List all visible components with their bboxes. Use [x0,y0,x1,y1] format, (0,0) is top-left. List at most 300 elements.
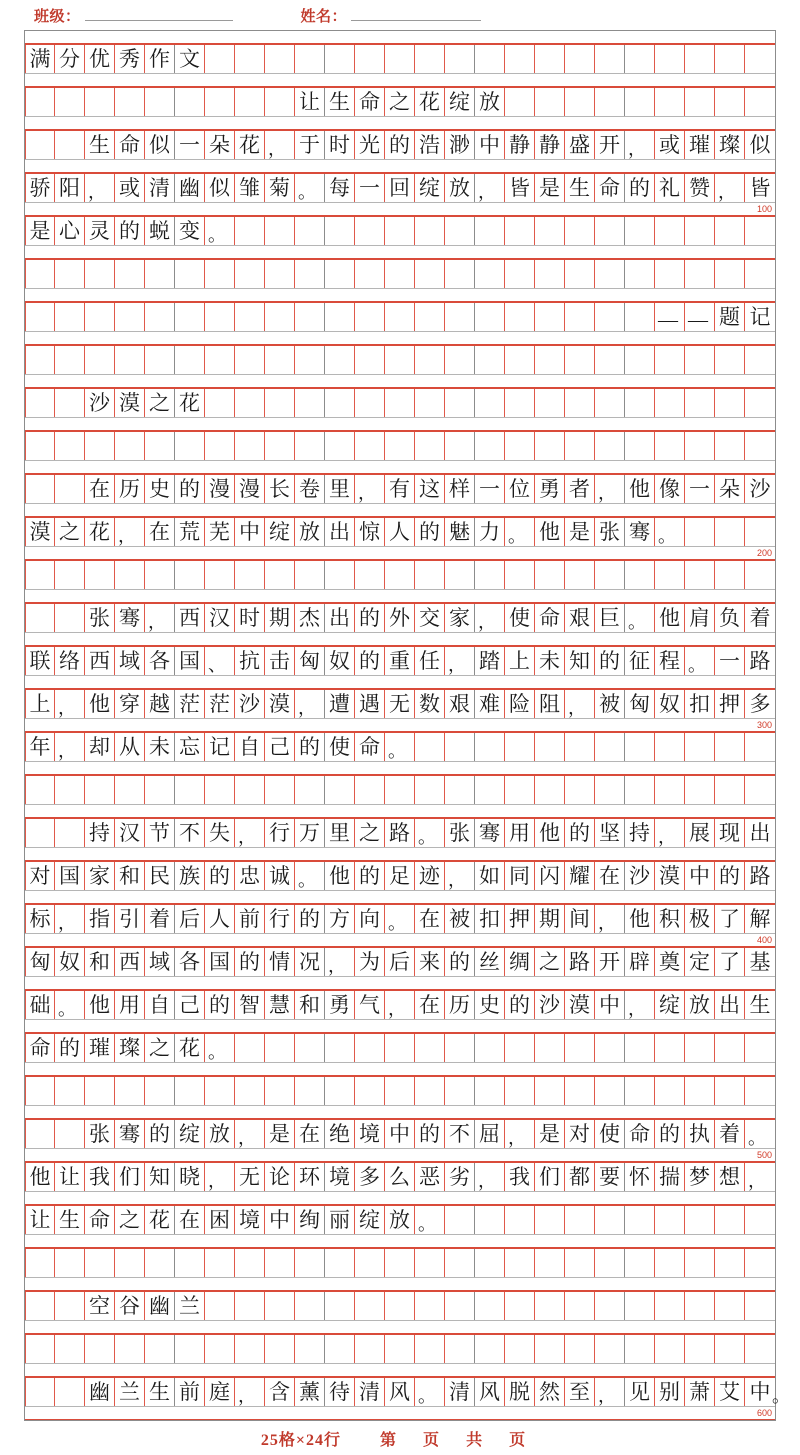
grid-cell[interactable] [445,432,475,460]
grid-cell[interactable] [565,260,595,288]
grid-cell-character[interactable]: 匈 [295,647,325,675]
grid-cell-character[interactable]: 国 [205,948,235,976]
grid-cell[interactable] [175,88,205,116]
grid-cell[interactable] [625,1335,655,1363]
grid-cell-character[interactable]: 史 [475,991,505,1019]
grid-cell[interactable] [505,1249,535,1277]
grid-cell[interactable] [235,1034,265,1062]
grid-cell[interactable] [265,45,295,73]
grid-cell-character[interactable]: 绽 [265,518,295,546]
grid-cell-character[interactable]: 的 [385,131,415,159]
grid-cell-character[interactable]: 一 [175,131,205,159]
grid-cell-character[interactable]: 积 [655,905,685,933]
grid-cell-character[interactable]: 西 [175,604,205,632]
grid-cell-character[interactable]: 抗 [235,647,265,675]
grid-cell-character[interactable]: 在 [595,862,625,890]
grid-cell[interactable] [745,1335,775,1363]
grid-cell[interactable] [295,1034,325,1062]
grid-cell[interactable] [505,88,535,116]
grid-cell-character[interactable]: 在 [145,518,175,546]
grid-cell-character[interactable]: 渺 [445,131,475,159]
grid-cell-character[interactable]: 文 [175,45,205,73]
grid-cell-character[interactable]: 盛 [565,131,595,159]
grid-cell[interactable] [655,1034,685,1062]
grid-cell-character[interactable]: 是 [25,217,55,245]
grid-cell[interactable] [655,260,685,288]
grid-cell[interactable] [595,1206,625,1234]
grid-cell[interactable] [265,561,295,589]
grid-cell-character[interactable]: 中 [685,862,715,890]
grid-cell-character[interactable]: 时 [235,604,265,632]
grid-cell-character[interactable]: 他 [325,862,355,890]
grid-cell-character[interactable]: 联 [25,647,55,675]
grid-cell[interactable] [655,217,685,245]
grid-cell[interactable] [535,45,565,73]
grid-cell-character[interactable]: 用 [115,991,145,1019]
grid-cell-character[interactable]: 耀 [565,862,595,890]
grid-cell[interactable] [565,217,595,245]
grid-cell-character[interactable]: 绸 [505,948,535,976]
grid-cell-character[interactable]: 菊 [265,174,295,202]
grid-cell[interactable] [55,389,85,417]
grid-cell[interactable] [655,1206,685,1234]
grid-cell-character[interactable]: 的 [355,647,385,675]
grid-cell[interactable] [655,733,685,761]
grid-cell-character[interactable]: 之 [535,948,565,976]
grid-cell-character[interactable]: 遇 [355,690,385,718]
grid-cell[interactable] [205,45,235,73]
grid-cell-punctuation[interactable]: ， [625,991,655,1019]
grid-cell[interactable] [355,1292,385,1320]
grid-cell[interactable] [355,776,385,804]
grid-cell[interactable] [445,561,475,589]
grid-cell-character[interactable]: 期 [535,905,565,933]
grid-cell[interactable] [655,389,685,417]
grid-cell-character[interactable]: 无 [385,690,415,718]
grid-cell[interactable] [265,303,295,331]
grid-cell[interactable] [655,1292,685,1320]
grid-cell-character[interactable]: 命 [25,1034,55,1062]
grid-cell-punctuation[interactable]: 。 [505,518,535,546]
grid-cell[interactable] [445,45,475,73]
grid-cell[interactable] [745,1034,775,1062]
grid-cell[interactable] [595,561,625,589]
grid-cell-punctuation[interactable]: ， [655,819,685,847]
grid-cell-character[interactable]: 艰 [565,604,595,632]
grid-cell[interactable] [745,1249,775,1277]
grid-cell-character[interactable]: 的 [295,905,325,933]
class-input-rule[interactable] [85,7,233,21]
grid-cell[interactable] [565,1206,595,1234]
grid-cell-character[interactable]: 的 [595,647,625,675]
grid-cell-character[interactable]: 行 [265,819,295,847]
grid-cell[interactable] [595,346,625,374]
grid-cell-character[interactable]: 未 [145,733,175,761]
grid-cell[interactable] [715,518,745,546]
grid-cell[interactable] [655,1249,685,1277]
grid-cell-character[interactable]: 出 [325,604,355,632]
grid-cell[interactable] [715,1335,745,1363]
grid-cell[interactable] [25,260,55,288]
grid-cell[interactable] [55,1120,85,1148]
grid-cell-character[interactable]: 络 [55,647,85,675]
grid-cell[interactable] [175,346,205,374]
grid-cell[interactable] [745,1292,775,1320]
grid-cell-character[interactable]: 境 [355,1120,385,1148]
grid-cell-punctuation[interactable]: ， [385,991,415,1019]
grid-cell[interactable] [385,346,415,374]
grid-cell-punctuation[interactable]: — [685,303,715,331]
grid-cell[interactable] [265,1249,295,1277]
grid-cell-character[interactable]: 和 [85,948,115,976]
grid-cell-character[interactable]: 花 [175,1034,205,1062]
grid-cell[interactable] [85,346,115,374]
grid-cell[interactable] [475,776,505,804]
grid-cell[interactable] [175,1335,205,1363]
grid-cell-character[interactable]: 似 [205,174,235,202]
grid-cell-character[interactable]: 任 [415,647,445,675]
grid-cell[interactable] [265,1077,295,1105]
grid-cell[interactable] [505,1034,535,1062]
grid-cell[interactable] [55,475,85,503]
grid-cell-character[interactable]: 各 [175,948,205,976]
grid-cell-character[interactable]: 使 [325,733,355,761]
grid-cell[interactable] [595,1034,625,1062]
grid-cell-character[interactable]: 晓 [175,1163,205,1191]
grid-cell-character[interactable]: 花 [175,389,205,417]
grid-cell-character[interactable]: 在 [295,1120,325,1148]
grid-cell-character[interactable]: 指 [85,905,115,933]
grid-cell-character[interactable]: 使 [595,1120,625,1148]
grid-cell-character[interactable]: 一 [475,475,505,503]
grid-cell[interactable] [25,1335,55,1363]
grid-cell-character[interactable]: 恶 [415,1163,445,1191]
grid-cell[interactable] [175,260,205,288]
grid-cell-character[interactable]: 漫 [205,475,235,503]
grid-cell[interactable] [595,389,625,417]
grid-cell[interactable] [355,303,385,331]
grid-cell-character[interactable]: 生 [145,1378,175,1406]
grid-cell-character[interactable]: 中 [385,1120,415,1148]
grid-cell[interactable] [475,260,505,288]
grid-cell[interactable] [565,561,595,589]
grid-cell-character[interactable]: 花 [235,131,265,159]
grid-cell-punctuation[interactable]: ， [625,131,655,159]
grid-cell[interactable] [325,1292,355,1320]
grid-cell-character[interactable]: 像 [655,475,685,503]
grid-cell[interactable] [445,1249,475,1277]
grid-cell-character[interactable]: 不 [175,819,205,847]
grid-cell[interactable] [355,260,385,288]
grid-cell-character[interactable]: 生 [749,992,771,1017]
grid-cell[interactable] [205,389,235,417]
grid-cell[interactable] [265,346,295,374]
grid-cell-character[interactable]: 奴 [55,948,85,976]
grid-cell[interactable] [625,1034,655,1062]
grid-cell-character[interactable]: 绽 [355,1206,385,1234]
grid-cell-character[interactable]: 来 [415,948,445,976]
grid-cell-character[interactable]: 命 [115,131,145,159]
grid-cell[interactable] [265,1292,295,1320]
grid-cell[interactable] [505,561,535,589]
grid-cell-punctuation[interactable]: ， [55,733,85,761]
grid-cell[interactable] [505,1335,535,1363]
grid-cell-character[interactable]: 他 [85,690,115,718]
grid-cell[interactable] [325,346,355,374]
grid-cell[interactable] [505,260,535,288]
grid-cell-character[interactable]: 芜 [205,518,235,546]
grid-cell-character[interactable]: 域 [145,948,175,976]
grid-cell[interactable] [715,45,745,73]
grid-cell[interactable] [625,432,655,460]
grid-cell-punctuation[interactable]: ， [445,862,475,890]
grid-cell[interactable] [625,1077,655,1105]
grid-cell[interactable] [85,1077,115,1105]
grid-cell-character[interactable]: 生 [325,88,355,116]
grid-cell[interactable] [415,1077,445,1105]
grid-cell[interactable] [115,1335,145,1363]
grid-cell[interactable] [115,1249,145,1277]
grid-cell-character[interactable]: 多 [749,691,771,716]
grid-cell[interactable] [595,1249,625,1277]
grid-cell-character[interactable]: 屈 [475,1120,505,1148]
grid-cell-character[interactable]: 分 [55,45,85,73]
grid-cell-character[interactable]: 朵 [205,131,235,159]
grid-cell[interactable] [475,1292,505,1320]
grid-cell[interactable] [685,1292,715,1320]
grid-cell-punctuation[interactable]: ， [55,690,85,718]
grid-cell[interactable] [505,776,535,804]
grid-cell-character[interactable]: 国 [55,862,85,890]
grid-cell-character[interactable]: 出 [749,820,771,845]
grid-cell-punctuation[interactable]: ， [595,905,625,933]
grid-cell-character[interactable]: 光 [355,131,385,159]
grid-cell[interactable] [715,88,745,116]
grid-cell[interactable] [145,1249,175,1277]
grid-cell[interactable] [625,561,655,589]
grid-cell-character[interactable]: 使 [505,604,535,632]
grid-cell-character[interactable]: 在 [415,905,445,933]
grid-cell-character[interactable]: 方 [325,905,355,933]
grid-cell-character[interactable]: 的 [655,1120,685,1148]
grid-cell-character[interactable]: 都 [565,1163,595,1191]
grid-cell-character[interactable]: 民 [145,862,175,890]
grid-cell[interactable] [565,88,595,116]
grid-cell-punctuation[interactable]: ， [85,174,115,202]
grid-cell[interactable] [505,432,535,460]
grid-cell-character[interactable]: 定 [685,948,715,976]
grid-cell[interactable] [175,561,205,589]
grid-cell[interactable] [385,1077,415,1105]
grid-cell-punctuation[interactable]: ， [115,518,145,546]
grid-cell-character[interactable]: 智 [235,991,265,1019]
grid-cell[interactable] [715,432,745,460]
grid-cell-character[interactable]: 越 [145,690,175,718]
grid-cell[interactable] [565,389,595,417]
grid-cell[interactable] [55,88,85,116]
grid-cell-character[interactable]: 被 [445,905,475,933]
grid-cell-character[interactable]: 者 [565,475,595,503]
grid-cell-character[interactable]: 年 [25,733,55,761]
grid-cell[interactable] [355,1077,385,1105]
grid-cell[interactable] [535,217,565,245]
grid-cell-punctuation[interactable]: ， [475,604,505,632]
grid-cell[interactable] [685,45,715,73]
grid-cell[interactable] [445,389,475,417]
grid-cell-character[interactable]: 在 [175,1206,205,1234]
grid-cell-character[interactable]: 解 [749,906,771,931]
grid-cell[interactable] [715,776,745,804]
grid-cell[interactable] [175,1077,205,1105]
grid-cell[interactable] [535,733,565,761]
grid-cell-character[interactable]: 从 [115,733,145,761]
grid-cell-character[interactable]: 的 [355,604,385,632]
grid-cell-punctuation[interactable]: 。 [385,733,415,761]
grid-cell-character[interactable]: 在 [85,475,115,503]
grid-cell-character[interactable]: 重 [385,647,415,675]
grid-cell[interactable] [685,1034,715,1062]
grid-cell-character[interactable]: 一 [685,475,715,503]
grid-cell[interactable] [205,1335,235,1363]
grid-cell[interactable] [355,45,385,73]
grid-cell[interactable] [85,561,115,589]
grid-cell[interactable] [415,45,445,73]
grid-cell-punctuation[interactable]: ， [265,131,295,159]
grid-cell[interactable] [415,217,445,245]
grid-cell-character[interactable]: 沙 [85,389,115,417]
grid-cell-character[interactable]: 浩 [415,131,445,159]
grid-cell[interactable] [25,346,55,374]
grid-cell[interactable] [265,260,295,288]
grid-cell[interactable] [565,1249,595,1277]
grid-cell[interactable] [655,346,685,374]
grid-cell-character[interactable]: 璀 [85,1034,115,1062]
grid-cell[interactable] [655,1077,685,1105]
grid-cell-character[interactable]: 忘 [175,733,205,761]
grid-cell[interactable] [25,1249,55,1277]
grid-cell[interactable] [235,561,265,589]
grid-cell[interactable] [295,217,325,245]
grid-cell[interactable] [295,1249,325,1277]
grid-cell[interactable] [205,1077,235,1105]
grid-cell[interactable] [85,776,115,804]
grid-cell-character[interactable]: 沙 [235,690,265,718]
grid-cell[interactable] [505,1206,535,1234]
grid-cell[interactable] [85,88,115,116]
grid-cell-character[interactable]: 清 [145,174,175,202]
grid-cell-character[interactable]: 标 [25,905,55,933]
grid-cell-character[interactable]: 漠 [115,389,145,417]
grid-cell-character[interactable]: 汉 [115,819,145,847]
grid-cell[interactable] [55,604,85,632]
grid-cell[interactable] [55,819,85,847]
grid-cell[interactable] [475,1335,505,1363]
grid-cell-character[interactable]: 西 [85,647,115,675]
grid-cell[interactable] [565,1335,595,1363]
grid-cell-character[interactable]: 的 [415,1120,445,1148]
grid-cell-character[interactable]: 兰 [175,1292,205,1320]
grid-cell[interactable] [295,1077,325,1105]
grid-cell-character[interactable]: 向 [355,905,385,933]
grid-cell[interactable] [295,432,325,460]
grid-cell-character[interactable]: 境 [235,1206,265,1234]
grid-cell-character[interactable]: 绽 [655,991,685,1019]
grid-cell-character[interactable]: 押 [715,690,745,718]
grid-cell[interactable] [595,1335,625,1363]
grid-cell[interactable] [445,776,475,804]
grid-cell[interactable] [175,776,205,804]
grid-cell-character[interactable]: 让 [25,1206,55,1234]
grid-cell[interactable] [325,1034,355,1062]
grid-cell[interactable] [625,389,655,417]
grid-cell[interactable] [445,733,475,761]
grid-cell-character[interactable]: 脱 [505,1378,535,1406]
grid-cell-character[interactable]: 张 [445,819,475,847]
grid-cell-character[interactable]: 和 [295,991,325,1019]
grid-cell-character[interactable]: 一 [355,174,385,202]
grid-cell[interactable] [625,260,655,288]
grid-cell-character[interactable]: 为 [355,948,385,976]
grid-cell-character[interactable]: 优 [85,45,115,73]
grid-cell[interactable] [595,303,625,331]
grid-cell[interactable] [145,1077,175,1105]
grid-cell-character[interactable]: 生 [85,131,115,159]
grid-cell-punctuation[interactable]: ， [235,819,265,847]
grid-cell[interactable] [475,1077,505,1105]
grid-cell[interactable] [445,1292,475,1320]
grid-cell[interactable] [445,1034,475,1062]
grid-cell-character[interactable]: 扣 [685,690,715,718]
grid-cell[interactable] [685,733,715,761]
grid-cell-character[interactable]: 况 [295,948,325,976]
grid-cell[interactable] [475,733,505,761]
grid-cell[interactable] [475,217,505,245]
grid-cell[interactable] [205,303,235,331]
grid-cell[interactable] [475,1206,505,1234]
grid-cell[interactable] [355,217,385,245]
grid-cell[interactable] [475,303,505,331]
grid-cell[interactable] [685,1335,715,1363]
grid-cell[interactable] [325,260,355,288]
grid-cell[interactable] [715,1034,745,1062]
grid-cell-character[interactable]: 骞 [115,1120,145,1148]
grid-cell-character[interactable]: 汉 [205,604,235,632]
grid-cell-character[interactable]: 沙 [749,476,771,501]
grid-cell[interactable] [385,389,415,417]
grid-cell-character[interactable]: 坚 [595,819,625,847]
grid-cell[interactable] [595,432,625,460]
grid-cell-character[interactable]: 至 [565,1378,595,1406]
grid-cell-character[interactable]: 奴 [325,647,355,675]
grid-cell-character[interactable]: 础 [25,991,55,1019]
grid-cell-character[interactable]: 魅 [445,518,475,546]
grid-cell[interactable] [565,303,595,331]
grid-cell[interactable] [445,1335,475,1363]
grid-cell[interactable] [235,1292,265,1320]
grid-cell[interactable] [145,776,175,804]
grid-cell-character[interactable]: 的 [145,1120,175,1148]
grid-cell[interactable] [475,1249,505,1277]
grid-cell[interactable] [595,260,625,288]
grid-cell[interactable] [205,1292,235,1320]
grid-cell-character[interactable]: 张 [85,604,115,632]
grid-cell[interactable] [715,1249,745,1277]
grid-cell-character[interactable]: 扣 [475,905,505,933]
grid-cell-character[interactable]: 绝 [325,1120,355,1148]
grid-cell-character[interactable]: 自 [235,733,265,761]
grid-cell-character[interactable]: 想 [715,1163,745,1191]
grid-cell[interactable] [685,88,715,116]
